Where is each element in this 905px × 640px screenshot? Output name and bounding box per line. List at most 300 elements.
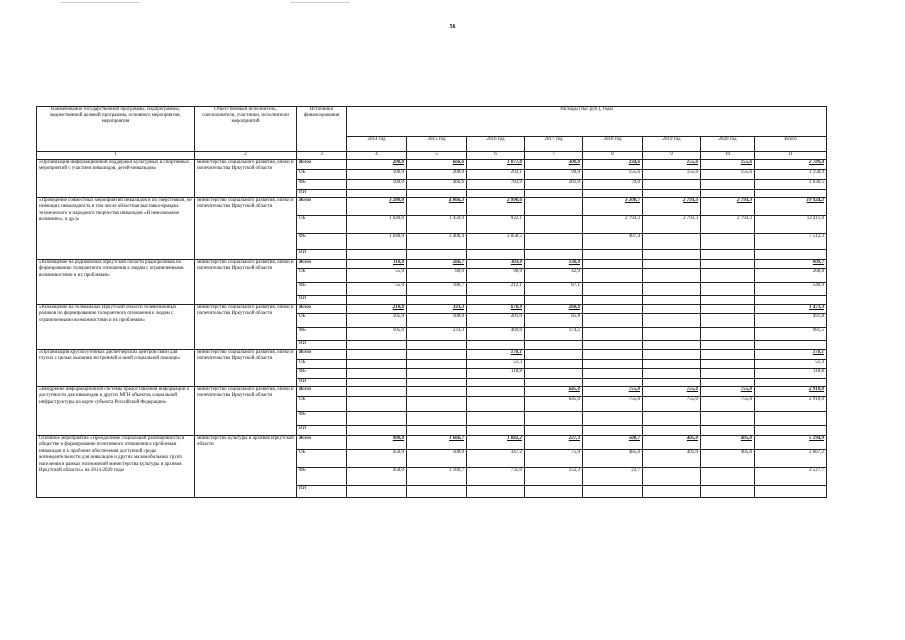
expense-value	[643, 305, 701, 314]
expense-value: 293,1	[467, 170, 525, 180]
expense-value: 4 866,3	[407, 198, 467, 216]
expense-value: 900,0	[347, 436, 407, 450]
expense-value	[643, 296, 701, 305]
funding-source: ФБ	[297, 412, 347, 426]
expense-value	[701, 250, 755, 260]
expense-value: 51,3	[467, 360, 525, 369]
funding-source: ФБ	[297, 234, 347, 250]
responsible-executor: министерство социального развития, опеки и попечительства Иркутской области	[195, 350, 297, 387]
expense-value: 266,7	[407, 260, 467, 269]
expense-value	[701, 379, 755, 387]
funding-source: Всего	[297, 260, 347, 269]
year-header: Всего	[755, 136, 827, 151]
expense-value: 2 793,3	[643, 216, 701, 234]
expense-value	[701, 426, 755, 436]
funding-source: ОБ	[297, 450, 347, 468]
expense-value: 155,6	[701, 170, 755, 180]
funding-source: ОБ	[297, 170, 347, 180]
expense-value: 105,0	[347, 328, 407, 341]
expense-value: 405,0	[643, 450, 701, 468]
expense-value: 981,5	[755, 328, 827, 341]
expense-value	[701, 269, 755, 283]
expense-value: 2 793,3	[583, 216, 643, 234]
expense-value	[583, 328, 643, 341]
expense-value: 450,0	[347, 450, 407, 468]
expense-value	[467, 387, 525, 397]
funding-source: ИИ	[297, 486, 347, 498]
expense-value: 260,0	[525, 305, 583, 314]
expense-value: 1 158,9	[755, 170, 827, 180]
expense-value	[347, 387, 407, 397]
funding-source: Всего	[297, 160, 347, 170]
funding-source: ОБ	[297, 269, 347, 283]
expense-value	[467, 250, 525, 260]
column-number: 5	[407, 152, 467, 160]
expense-value	[583, 360, 643, 369]
expense-value: 233,3	[407, 328, 467, 341]
expense-value	[701, 314, 755, 328]
expense-value: 155,6	[643, 160, 701, 170]
expense-value: 2 667,2	[755, 450, 827, 468]
expense-value: 3 406,4	[407, 234, 467, 250]
expense-value: 210,0	[347, 305, 407, 314]
expense-value: 783,9	[467, 180, 525, 190]
funding-source: ИИ	[297, 296, 347, 305]
expense-value	[643, 350, 701, 360]
expense-value	[525, 190, 583, 198]
funding-source: Всего	[297, 305, 347, 314]
column-number: 1	[37, 152, 195, 160]
expense-value	[525, 360, 583, 369]
expense-value: 2 789,4	[755, 160, 827, 170]
expense-value	[347, 190, 407, 198]
expense-value	[643, 190, 701, 198]
expense-value	[701, 260, 755, 269]
expense-value	[525, 412, 583, 426]
expense-value: 174,2	[525, 328, 583, 341]
expense-value	[701, 305, 755, 314]
funding-source: ИИ	[297, 426, 347, 436]
expense-value: 2 910,0	[755, 397, 827, 412]
expense-value: 500,0	[407, 450, 467, 468]
table-row	[37, 260, 827, 269]
expense-value	[701, 180, 755, 190]
funding-source: ИИ	[297, 379, 347, 387]
expense-value: 405,0	[643, 436, 701, 450]
expense-value	[701, 234, 755, 250]
funding-source: ФБ	[297, 180, 347, 190]
expense-value: 268,8	[755, 269, 827, 283]
funding-source: ФБ	[297, 283, 347, 296]
responsible-executor: министерство социального развития, опеки и попечительства Иркутской области	[195, 160, 297, 198]
funding-source: ФБ	[297, 468, 347, 486]
column-numbers-row	[37, 152, 827, 160]
header-source: Источники финансирования	[297, 107, 347, 152]
table-row	[37, 436, 827, 450]
funding-source: Всего	[297, 198, 347, 216]
expense-value: 303,0	[467, 260, 525, 269]
activity-name: «Организация круглосуточных диспетчерских центров связи для глухих с целью оказания экстренной и иной социальной помощи»	[37, 350, 195, 387]
expense-value	[583, 296, 643, 305]
expense-value	[407, 341, 467, 350]
expense-value: 2 058,5	[467, 234, 525, 250]
activity-name: «Размещение на телеканалах Иркутской области телевизионных роликов по формированию толерантного отношения к людям с ограниченными возможностями и их проблемам»	[37, 305, 195, 350]
expense-value: 3 200,7	[583, 198, 643, 216]
responsible-executor: министерство культуры и архивов Иркутской области	[195, 436, 297, 498]
expense-value: 227,3	[525, 436, 583, 450]
table-header	[37, 107, 827, 160]
funding-source: ИИ	[297, 341, 347, 350]
expense-value	[525, 379, 583, 387]
funding-source: ОБ	[297, 314, 347, 328]
funding-source: Всего	[297, 436, 347, 450]
expense-value: 152,3	[525, 468, 583, 486]
activity-name: «Организация информационной поддержки культурных и спортивных мероприятий с участием инвалидов, детей-инвалидов»	[37, 160, 195, 198]
expense-value	[701, 190, 755, 198]
funding-source: ФБ	[297, 369, 347, 379]
expense-value	[643, 341, 701, 350]
expense-value	[643, 269, 701, 283]
activity-name: «Проведение совместных мероприятий инвалидов и их сверстников, не имеющих инвалидность в том числе областная выставка-ярмарка технического и народного творчества инвалидов «И невозможное возможно», и др.)»	[37, 198, 195, 260]
expense-value: 23,7	[583, 468, 643, 486]
expense-value: 1 640,0	[347, 216, 407, 234]
expense-value	[643, 250, 701, 260]
expense-value	[467, 486, 525, 498]
expense-value: 7 512,3	[755, 234, 827, 250]
expense-value	[407, 397, 467, 412]
responsible-executor: министерство социального развития, опеки и попечительства Иркутской области	[195, 198, 297, 260]
column-number: 4	[347, 152, 407, 160]
expense-value	[643, 260, 701, 269]
expense-value	[701, 296, 755, 305]
expense-value	[701, 283, 755, 296]
expense-value: 645,0	[525, 397, 583, 412]
expense-value	[407, 296, 467, 305]
expense-value	[701, 328, 755, 341]
expense-value: 735,0	[467, 468, 525, 486]
expense-value: 1 082,2	[467, 436, 525, 450]
table-row	[37, 198, 827, 216]
expense-value: 755,0	[701, 387, 755, 397]
expense-value: 130,0	[525, 260, 583, 269]
expense-value	[347, 412, 407, 426]
responsible-executor: министерство социального развития, опеки и попечительства Иркутской области	[195, 260, 297, 305]
expense-value	[755, 250, 827, 260]
expense-value: 755,0	[643, 397, 701, 412]
expense-value	[407, 426, 467, 436]
expense-value	[755, 412, 827, 426]
expense-value	[347, 397, 407, 412]
expense-value: 2 793,3	[701, 216, 755, 234]
expense-value: 170,1	[755, 350, 827, 360]
expense-value	[407, 369, 467, 379]
activity-name: «Внедрение информационной системы предоставления информации о доступности для инвалидов и других МГН объектов социальной инфраструктуры на карте субъекта Российской Федерации»	[37, 387, 195, 436]
funding-source: ИИ	[297, 250, 347, 260]
funding-source: ОБ	[297, 216, 347, 234]
funding-source: ИИ	[297, 190, 347, 198]
expense-value	[755, 379, 827, 387]
expense-value	[467, 426, 525, 436]
table-row	[37, 160, 827, 170]
column-number: 2	[195, 152, 297, 160]
expense-value: 666,6	[407, 160, 467, 170]
expense-value: 2 793,3	[643, 198, 701, 216]
funding-source: ОБ	[297, 360, 347, 369]
expense-value: 51,3	[755, 360, 827, 369]
expense-value	[701, 486, 755, 498]
column-number: 11	[755, 152, 827, 160]
expense-value: 5 194,9	[755, 436, 827, 450]
expense-value: 80,0	[407, 269, 467, 283]
expense-value	[701, 412, 755, 426]
expense-value	[525, 486, 583, 498]
year-header: 2014 год	[347, 136, 407, 151]
expense-value: 100,0	[407, 314, 467, 328]
expense-value: 1 640,0	[347, 234, 407, 250]
table-row	[37, 350, 827, 360]
expense-value: 405,0	[701, 450, 755, 468]
expense-value	[583, 314, 643, 328]
expense-value: 3 280,0	[347, 198, 407, 216]
expense-value	[525, 250, 583, 260]
expense-value: 485,0	[583, 450, 643, 468]
expense-value: 1 077,0	[467, 160, 525, 170]
expense-value	[407, 250, 467, 260]
expense-value: 155,6	[643, 170, 701, 180]
funding-source: ФБ	[297, 328, 347, 341]
expense-value	[643, 379, 701, 387]
expense-value	[525, 341, 583, 350]
funding-source: Всего	[297, 350, 347, 360]
expense-value: 110,0	[347, 260, 407, 269]
expense-value	[407, 360, 467, 369]
page-number: 56	[449, 24, 456, 30]
expense-value: 19 924,2	[755, 198, 827, 216]
expense-value: 2 527,7	[755, 468, 827, 486]
expense-value: 118,8	[755, 369, 827, 379]
responsible-executor: министерство социального развития, опеки и попечительства Иркутской области	[195, 305, 297, 350]
expense-value	[467, 341, 525, 350]
expense-value	[347, 486, 407, 498]
expense-value	[583, 369, 643, 379]
expense-value: 333,3	[407, 305, 467, 314]
table-body	[37, 160, 827, 498]
expense-value: 201,0	[525, 180, 583, 190]
expense-value	[583, 260, 643, 269]
expense-value	[583, 486, 643, 498]
expense-value: 99,0	[525, 170, 583, 180]
expense-value	[407, 412, 467, 426]
expense-value: 2 793,3	[701, 198, 755, 216]
funding-source: ОБ	[297, 397, 347, 412]
expense-value: 100,0	[347, 170, 407, 180]
expense-value	[755, 296, 827, 305]
expense-value	[755, 426, 827, 436]
expense-value: 79,0	[583, 180, 643, 190]
expense-value: 85,8	[525, 314, 583, 328]
expense-value	[407, 486, 467, 498]
column-number: 8	[583, 152, 643, 160]
expense-value	[755, 341, 827, 350]
expense-value: 118,8	[467, 369, 525, 379]
expense-value: 407,4	[583, 234, 643, 250]
expense-value	[583, 341, 643, 350]
expense-value: 87,1	[525, 283, 583, 296]
expense-value	[643, 234, 701, 250]
activity-name: «Размещение на радиоволнах Иркутской области радиороликов по формированию толерантного отношения к людям с ограниченными возможностями и их проблемам»	[37, 260, 195, 305]
expense-value	[347, 369, 407, 379]
year-header: 2016 год	[467, 136, 525, 151]
expense-value: 1 166,7	[407, 468, 467, 486]
expense-value: 105,0	[347, 314, 407, 328]
header-expenses: Расходы (тыс.руб.), годы	[347, 107, 827, 137]
column-number: 7	[525, 152, 583, 160]
expense-value	[407, 350, 467, 360]
expense-value: 755,0	[701, 397, 755, 412]
expense-value	[583, 426, 643, 436]
expense-value	[643, 486, 701, 498]
expense-value: 200,0	[407, 170, 467, 180]
expense-value	[583, 412, 643, 426]
expense-value	[643, 426, 701, 436]
expense-value	[347, 360, 407, 369]
expense-value: 809,7	[755, 260, 827, 269]
expense-value	[347, 296, 407, 305]
scan-artifact	[60, 2, 140, 3]
expense-value	[583, 305, 643, 314]
expense-value	[347, 426, 407, 436]
expense-value	[525, 369, 583, 379]
activity-name: Основное мероприятие «Преодоление социальной разобщенности в обществе и формирование позитивного отношения к проблемам инвалидов и к проблеме обеспечения доступной среды жизнедеятельности для инвалидов и других маломобильных групп населения в рамках полномочий министерства культуры и архивов Иркутской области.» на 2014-2020 годы	[37, 436, 195, 498]
column-number: 9	[643, 152, 701, 160]
expense-value: 466,6	[407, 180, 467, 190]
expense-value: 201,0	[467, 314, 525, 328]
expense-value	[467, 379, 525, 387]
expense-value: 508,7	[583, 436, 643, 450]
header-responsible: Ответственный исполнитель, соисполнители, участники, исполнители мероприятий	[195, 107, 297, 152]
expense-value	[525, 296, 583, 305]
expense-value	[407, 379, 467, 387]
expense-value	[755, 486, 827, 498]
expense-value: 670,0	[467, 305, 525, 314]
expense-value: 155,6	[701, 160, 755, 170]
expense-value	[525, 426, 583, 436]
expense-value	[525, 350, 583, 360]
expense-value	[701, 468, 755, 486]
year-header: 2017 год	[525, 136, 583, 151]
expense-value	[347, 250, 407, 260]
expense-value: 212,1	[467, 283, 525, 296]
expense-value: 2 990,6	[467, 198, 525, 216]
expense-value: 12 411,9	[755, 216, 827, 234]
expense-value: 755,0	[583, 387, 643, 397]
expense-value	[467, 296, 525, 305]
expense-value	[755, 190, 827, 198]
expense-value	[525, 216, 583, 234]
expense-value: 234,6	[583, 160, 643, 170]
expense-value	[701, 360, 755, 369]
expense-value: 1 459,9	[407, 216, 467, 234]
funding-source: Всего	[297, 387, 347, 397]
expense-value	[583, 283, 643, 296]
expense-value: 755,0	[583, 397, 643, 412]
year-header: 2019 год	[643, 136, 701, 151]
expense-value: 469,0	[467, 328, 525, 341]
expense-value	[525, 198, 583, 216]
year-header: 2020 год	[701, 136, 755, 151]
expense-value: 42,9	[525, 269, 583, 283]
column-number: 6	[467, 152, 525, 160]
column-number: 10	[701, 152, 755, 160]
expense-value	[347, 350, 407, 360]
expense-value: 1 630,5	[755, 180, 827, 190]
expense-value	[643, 283, 701, 296]
year-header: 2015 год	[407, 136, 467, 151]
expense-value: 347,2	[467, 450, 525, 468]
expense-value: 540,9	[755, 283, 827, 296]
expense-value: 186,7	[407, 283, 467, 296]
scan-artifact	[290, 2, 350, 3]
expense-value: 1 473,3	[755, 305, 827, 314]
year-header: 2018 год	[583, 136, 643, 151]
expense-value	[407, 190, 467, 198]
table-row	[37, 305, 827, 314]
expense-value	[643, 468, 701, 486]
expense-value: 200,0	[347, 160, 407, 170]
expense-value: 2 910,0	[755, 387, 827, 397]
expense-value	[467, 412, 525, 426]
expense-value	[347, 341, 407, 350]
expense-value	[525, 234, 583, 250]
expense-value	[407, 387, 467, 397]
expense-value: 1 666,7	[407, 436, 467, 450]
expense-value: 932,1	[467, 216, 525, 234]
responsible-executor: министерство социального развития, опеки и попечительства Иркутской области	[195, 387, 297, 436]
expense-value: 75,0	[525, 450, 583, 468]
expense-value	[467, 397, 525, 412]
expense-value: 450,0	[347, 468, 407, 486]
expense-value: 100,0	[347, 180, 407, 190]
column-number: 3	[297, 152, 347, 160]
expense-value	[583, 250, 643, 260]
expense-value	[701, 369, 755, 379]
expense-value	[467, 190, 525, 198]
budget-table	[36, 106, 827, 498]
expense-value: 55,0	[347, 269, 407, 283]
expense-value: 155,6	[583, 170, 643, 180]
expense-value: 90,9	[467, 269, 525, 283]
expense-value	[583, 379, 643, 387]
expense-value	[583, 190, 643, 198]
expense-value	[701, 341, 755, 350]
expense-value	[701, 350, 755, 360]
expense-value: 300,0	[525, 160, 583, 170]
expense-value: 755,0	[643, 387, 701, 397]
expense-value: 491,8	[755, 314, 827, 328]
table-row	[37, 387, 827, 397]
expense-value	[643, 369, 701, 379]
header-name: Наименование государственной программы, подпрограммы, ведомственной целевой программы, основного мероприятия, мероприятия	[37, 107, 195, 152]
expense-value	[643, 328, 701, 341]
expense-value	[583, 269, 643, 283]
expense-value	[643, 180, 701, 190]
expense-value	[583, 350, 643, 360]
expense-value: 170,1	[467, 350, 525, 360]
expense-value: 405,0	[701, 436, 755, 450]
expense-value: 55,0	[347, 283, 407, 296]
expense-value: 645,0	[525, 387, 583, 397]
expense-value	[643, 360, 701, 369]
